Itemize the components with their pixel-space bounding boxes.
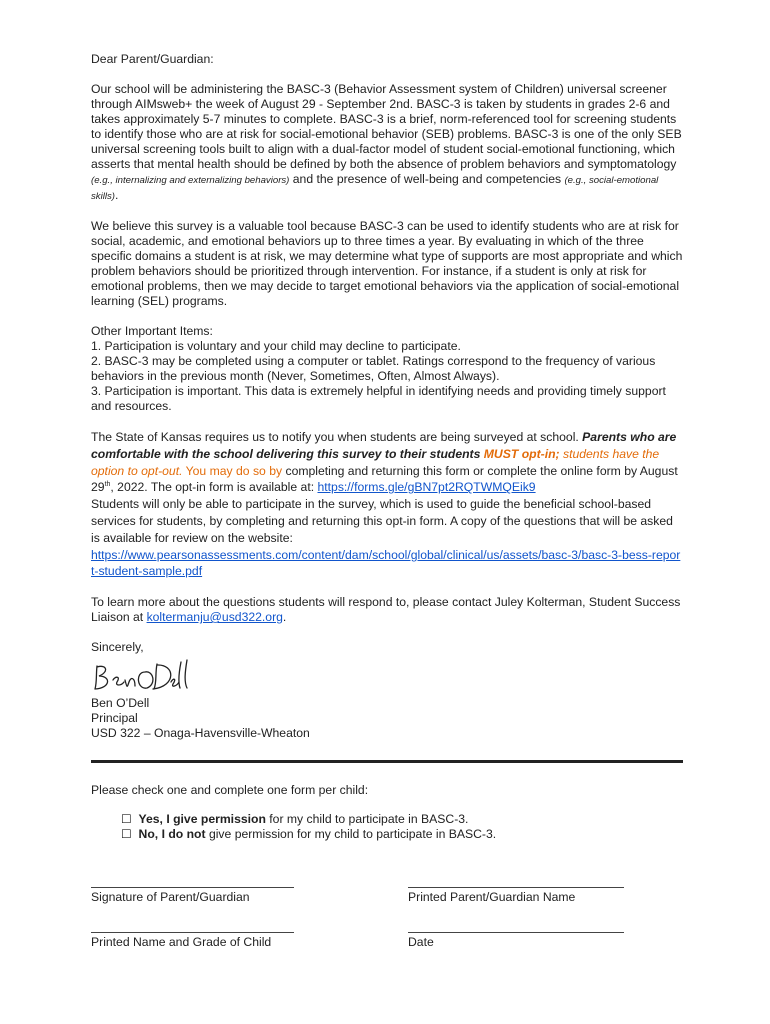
paragraph-survey-value: We believe this survey is a valuable tool because BASC-3 can be used to identify students who are at risk for social, academic, and emotional behaviors up to three times a year. By evaluating in which of the three specific domains a student is at risk, we may determine what type of supports are most appropriate and which problem behaviors should be prioritized through intervention. For instance, if a student is only at risk for emotional problems, then we may decide to target emotional behaviors via the application of social-emotional learning (SEL) programs.	[91, 219, 683, 308]
signer-name: Ben O’Dell	[91, 696, 150, 711]
note-social-emotional: (e.g., social-emotional skills)	[91, 175, 659, 202]
section-divider	[91, 760, 683, 763]
important-item: 1. Participation is voluntary and your child may decline to participate.	[91, 339, 461, 353]
important-heading: Other Important Items:	[91, 324, 213, 338]
form-instruction: Please check one and complete one form per child:	[91, 783, 369, 797]
no-checkbox[interactable]: ☐	[121, 827, 132, 841]
child-name-grade-field[interactable]	[91, 932, 294, 950]
signer-org: USD 322 – Onaga-Havensville-Wheaton	[91, 726, 310, 741]
comfortable-parents-text: Parents who are comfortable with the school delivering this survey to their students	[91, 430, 677, 461]
salutation: Dear Parent/Guardian:	[91, 52, 214, 66]
closing: Sincerely,	[91, 640, 144, 655]
important-items	[91, 324, 683, 414]
note-internalizing: (e.g., internalizing and externalizing behaviors)	[91, 175, 290, 186]
paragraph-basc-intro: Our school will be administering the BASC-3 (Behavior Assessment system of Children) universal screener through AIMsweb+ the week of August 29 - September 2nd. BASC-3 is taken by students in grades 2-6 and takes approximately 5-7 minutes to complete. BASC-3 is a brief, norm-referenced tool for screening students to identify those who are at risk for social-emotional behavior (SEB) problems. BASC-3 is one of the only SEB universal screening tools built to align with a dual-factor model of student social-emotional functioning, which asserts that mental health should be defined by both the absence of problem behaviors and symptomatology (e.g., internalizing and externalizing behaviors) and the presence of well-being and competencies (e.g., social-emotional skills).	[91, 82, 682, 202]
permission-form	[91, 783, 683, 842]
sample-report-link[interactable]: https://www.pearsonassessments.com/content/dam/school/global/clinical/us/assets/basc-3/basc-3-bess-report-student-sample.pdf	[91, 547, 681, 579]
contact-email-link[interactable]: koltermanju@usd322.org	[146, 610, 283, 625]
date-label: Date	[408, 935, 434, 949]
yes-checkbox[interactable]: ☐	[121, 812, 132, 826]
signer-title: Principal	[91, 711, 138, 726]
printed-guardian-name-field[interactable]	[408, 887, 624, 905]
paragraph-opt-in: The State of Kansas requires us to notify you when students are being surveyed at school. Parents who are comfortable with the school delivering this survey to their students MUST opt-in; students have the option to opt-out. You may do so by completing and returning this form or complete the online form by August 29th, 2022. The opt-in form is available at: https://forms.gle/gBN7pt2RQTWMQEik9 Students will only be able to participate in the survey, which is used to guide the beneficial school-based services for students, by completing and returning this opt-in form. A copy of the questions that will be asked is available for review on the website: https://www.pearsonassessments.com/content/dam/school/global/clinical/us/assets/basc-3/basc-3-bess-report-student-sample.pdf	[91, 429, 683, 580]
signature-image	[91, 658, 683, 694]
signature-field[interactable]	[91, 887, 294, 905]
participation-note: Students will only be able to participate in the survey, which is used to guide the beneficial school-based services for students, by completing and returning this opt-in form. A copy of the questions that will be asked is available for review on the website:	[91, 497, 673, 545]
letter-body	[91, 52, 683, 741]
child-name-label: Printed Name and Grade of Child	[91, 935, 272, 949]
opt-out-text: students have the option to opt-out.	[91, 446, 660, 478]
date-field[interactable]	[408, 932, 624, 950]
important-item: 3. Participation is important. This data is extremely helpful in identifying needs and providing timely support and resources.	[91, 384, 666, 413]
paragraph-contact: To learn more about the questions students will respond to, please contact Juley Kolterman, Student Success Liaison at koltermanju@usd322.org.	[91, 595, 681, 625]
must-opt-in-text: MUST opt-in;	[483, 446, 560, 461]
permission-yes-option[interactable]: ☐ Yes, I give permission for my child to participate in BASC-3.	[121, 812, 469, 826]
printed-guardian-label: Printed Parent/Guardian Name	[408, 890, 576, 904]
signature-label: Signature of Parent/Guardian	[91, 890, 250, 904]
important-item: 2. BASC-3 may be completed using a computer or tablet. Ratings correspond to the frequency of various behaviors in the previous month (Never, Sometimes, Often, Almost Always).	[91, 354, 656, 383]
opt-in-form-link[interactable]: https://forms.gle/gBN7pt2RQTWMQEik9	[317, 480, 536, 495]
permission-no-option[interactable]: ☐ No, I do not give permission for my child to participate in BASC-3.	[121, 827, 497, 841]
handwritten-signature	[91, 658, 191, 694]
